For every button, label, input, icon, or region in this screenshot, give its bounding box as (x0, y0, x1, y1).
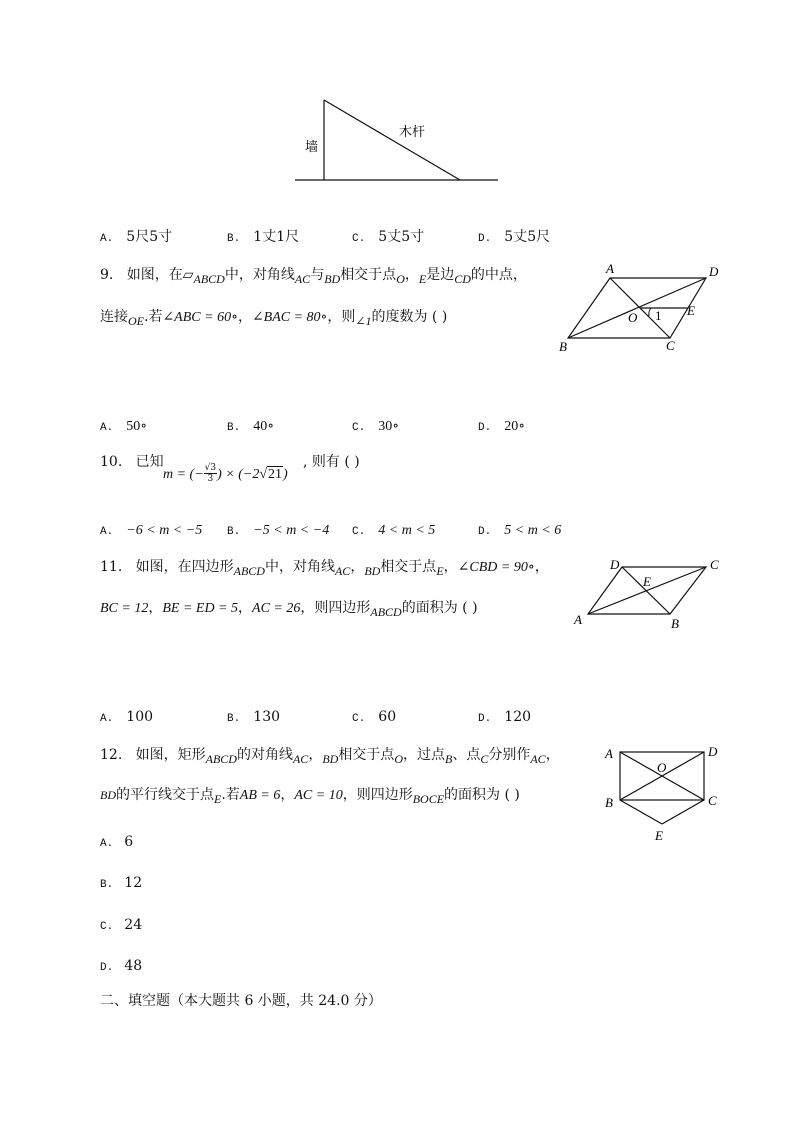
option-text: 20∘ (504, 419, 526, 434)
option-letter: C. (352, 422, 366, 434)
math-expression: BC = 12 (100, 601, 149, 616)
text: 相交于点 (338, 747, 395, 763)
text: 如图，在▱ (126, 267, 194, 283)
option-letter: C. (352, 233, 366, 245)
q10-formula (163, 463, 288, 484)
vertex-b: B (605, 795, 613, 810)
text: 中，对角线 (264, 559, 335, 575)
text: ， (148, 600, 163, 616)
option-text: 50∘ (126, 419, 148, 434)
option-letter: B. (227, 422, 241, 434)
text: 是边 (426, 267, 455, 283)
wall-label: 墙 (305, 139, 319, 154)
option-text: 48 (124, 958, 143, 974)
math-expression: m = (− (163, 467, 204, 482)
text: ，过点 (402, 747, 445, 763)
option-text: 60 (378, 709, 397, 725)
q9-option-d[interactable] (478, 415, 525, 435)
q12-option-d[interactable] (100, 955, 142, 974)
fraction-numerator: √3 (204, 463, 217, 473)
var: CD (454, 272, 471, 286)
math-expression: AC = 10 (294, 788, 343, 803)
section-heading: 二、填空题（本大题共 6 小题，共 24.0 分） (100, 993, 382, 1009)
pole-label: 木杆 (399, 124, 426, 139)
option-letter: C. (100, 921, 114, 933)
var: OE (128, 314, 144, 328)
q10-stem (100, 453, 164, 471)
q9-option-a[interactable] (100, 415, 147, 435)
q11-option-c[interactable] (352, 706, 396, 725)
math-expression: AC = 26 (252, 601, 301, 616)
vertex-d: D (708, 744, 718, 759)
text: 的度数为 ( ) (371, 309, 448, 325)
point-o: O (628, 310, 638, 325)
rectangle-figure (600, 740, 730, 846)
text: ， (238, 600, 253, 616)
text: 如图，矩形 (135, 747, 206, 763)
vertex-c: C (708, 793, 717, 808)
text: 的平行线交于点 (116, 787, 214, 803)
vertex-c: C (666, 338, 675, 353)
var: C (480, 752, 489, 766)
fraction-denominator: 3 (207, 474, 214, 484)
text: 的对角线 (236, 747, 293, 763)
var: AC (292, 752, 309, 766)
option-text: −5 < m < −4 (253, 523, 330, 538)
point-e: E (655, 828, 663, 843)
var: O (396, 272, 405, 286)
var: E (214, 792, 222, 806)
option-letter: A. (100, 838, 114, 850)
q10-option-c[interactable] (352, 519, 435, 539)
text: ， (308, 747, 323, 763)
text: 的面积为 ( ) (401, 600, 478, 616)
var: E (436, 564, 444, 578)
parallelogram-figure (556, 260, 726, 356)
vertex-b: B (559, 339, 567, 354)
option-letter: D. (478, 422, 492, 434)
text: ， (534, 559, 549, 575)
option-text: 12 (124, 875, 143, 891)
var: BD (322, 752, 339, 766)
q11-line-2 (100, 599, 478, 618)
q11-option-b[interactable] (227, 706, 280, 725)
vertex-b: B (671, 616, 679, 631)
vertex-c: C (710, 557, 719, 572)
question-number: 10. (100, 454, 123, 470)
option-letter: D. (478, 233, 492, 245)
option-text: 130 (253, 709, 281, 725)
q9-option-b[interactable] (227, 415, 274, 435)
var: ABCD (193, 272, 225, 286)
q8-option-d[interactable] (478, 226, 550, 246)
q11-line-1 (100, 558, 549, 577)
var: O (394, 752, 403, 766)
q8-option-c[interactable] (352, 226, 424, 246)
math-expression: ) (283, 467, 288, 482)
option-text: 5丈5尺 (504, 229, 551, 245)
math-expression: ∠CBD = 90∘ (457, 560, 535, 575)
point-o: O (657, 760, 667, 775)
q12-option-a[interactable] (100, 831, 133, 850)
text: ，则四边形 (300, 600, 371, 616)
option-letter: B. (227, 713, 241, 725)
q10-option-b[interactable] (227, 519, 329, 539)
text: 分别作 (488, 747, 531, 763)
q12-option-b[interactable] (100, 872, 142, 891)
text: 与 (310, 267, 325, 283)
option-letter: D. (100, 962, 114, 974)
option-letter: C. (352, 526, 366, 538)
var: ABCD (370, 605, 402, 619)
text: 、点 (452, 747, 481, 763)
option-letter: B. (100, 879, 114, 891)
sqrt-symbol: √ (259, 467, 268, 482)
var: E (418, 272, 427, 286)
text: ，则 (327, 309, 356, 325)
text: 如图，在四边形 (135, 559, 234, 575)
point-e: E (643, 574, 651, 589)
math-expression: BE = ED = 5 (162, 601, 239, 616)
q11-option-d[interactable] (478, 706, 531, 725)
option-letter: D. (478, 526, 492, 538)
q12-line-2 (100, 786, 520, 805)
option-letter: A. (100, 233, 114, 245)
option-letter: A. (100, 422, 114, 434)
option-text: 1丈1尺 (253, 229, 300, 245)
var: ABCD (233, 564, 265, 578)
var: BD (100, 788, 116, 802)
q10-option-d[interactable] (478, 519, 561, 539)
var: AC (530, 752, 546, 766)
var: BOCE (412, 792, 445, 806)
text: 中，对角线 (224, 267, 295, 283)
option-letter: C. (352, 713, 366, 725)
q9-line-1 (100, 266, 527, 284)
question-number: 9. (100, 267, 114, 283)
option-text: 5 < m < 6 (504, 523, 562, 538)
sqrt-radicand: 21 (268, 467, 283, 482)
option-text: 100 (126, 709, 154, 725)
vertex-d: D (610, 557, 620, 572)
option-letter: D. (478, 713, 492, 725)
option-letter: B. (227, 233, 241, 245)
text: 连接 (100, 309, 128, 325)
option-letter: B. (227, 526, 241, 538)
text: .若 (144, 309, 163, 325)
vertex-a: A (574, 612, 582, 627)
vertex-a: A (606, 261, 614, 276)
option-text: 40∘ (253, 419, 275, 434)
q11-option-a[interactable] (100, 706, 153, 725)
text: 相交于点 (380, 559, 437, 575)
q9-line-2 (100, 308, 447, 327)
text: ， (545, 747, 560, 763)
text: ， (237, 309, 252, 325)
math-expression: AB = 6 (239, 788, 281, 803)
option-text: 5尺5寸 (126, 229, 173, 245)
q12-line-1 (100, 746, 560, 764)
vertex-d: D (709, 264, 719, 279)
question-number: 11. (100, 559, 123, 575)
q8-option-a[interactable] (100, 226, 172, 246)
q8-option-b[interactable] (227, 226, 299, 246)
text: ，则四边形 (342, 787, 413, 803)
var: BD (324, 272, 341, 286)
text: ， (350, 559, 365, 575)
option-text: 4 < m < 5 (378, 523, 436, 538)
option-letter: A. (100, 526, 114, 538)
q9-option-c[interactable] (352, 415, 399, 435)
vertex-a: A (605, 746, 613, 761)
var: B (444, 752, 453, 766)
option-text: 5丈5寸 (378, 229, 425, 245)
option-text: 24 (124, 917, 143, 933)
text: 的面积为 ( ) (444, 787, 520, 803)
math-expression: ∠ABC = 60∘ (162, 310, 238, 325)
var: AC (334, 564, 351, 578)
option-text: 6 (124, 834, 134, 850)
text: ， (404, 267, 419, 283)
option-letter: A. (100, 713, 114, 725)
question-number: 12. (100, 747, 123, 763)
text: 的中点， (470, 267, 527, 283)
text: , 则有 ( ) (303, 454, 360, 470)
var: ABCD (205, 752, 237, 766)
quadrilateral-figure (568, 554, 728, 634)
math-expression: ) × (−2 (217, 467, 260, 482)
angle-1-label: 1 (655, 308, 662, 323)
point-e: E (687, 303, 695, 318)
option-text: 30∘ (378, 419, 400, 434)
text: ， (443, 559, 458, 575)
text: 已知 (135, 454, 164, 470)
var: ∠1 (355, 314, 372, 328)
option-text: 120 (504, 709, 532, 725)
option-text: −6 < m < −5 (126, 523, 203, 538)
q12-option-c[interactable] (100, 914, 142, 933)
text: ， (280, 787, 295, 803)
fraction (204, 463, 217, 484)
q10-tail (303, 453, 360, 471)
q10-option-a[interactable] (100, 519, 202, 539)
text: 相交于点 (340, 267, 397, 283)
math-expression: ∠BAC = 80∘ (251, 310, 328, 325)
wall-pole-figure (290, 95, 505, 187)
text: .若 (221, 787, 240, 803)
var: BD (364, 564, 381, 578)
var: AC (294, 272, 311, 286)
